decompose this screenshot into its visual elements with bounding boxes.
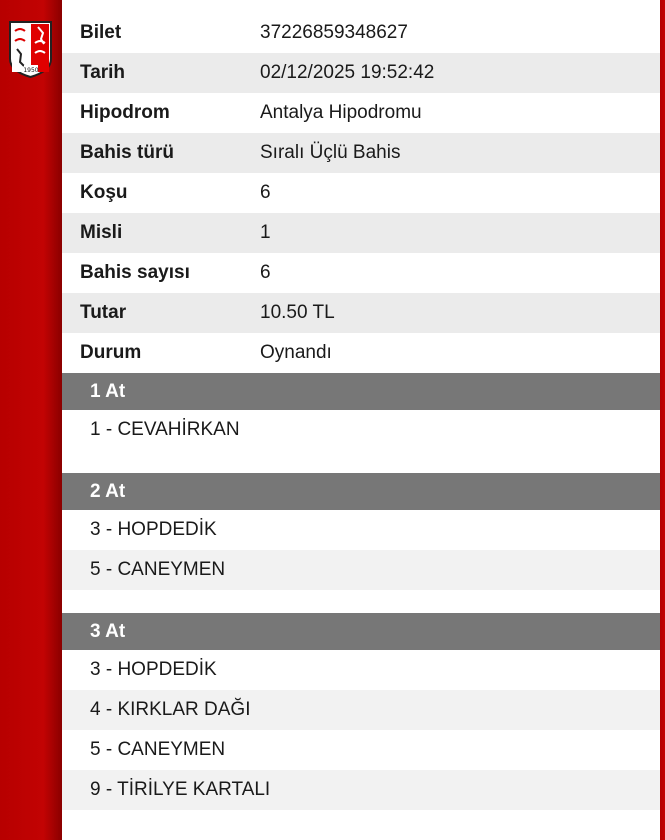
selection-group-header: 2 At xyxy=(62,473,660,510)
detail-label: Bilet xyxy=(80,22,122,43)
detail-row xyxy=(62,253,660,293)
right-edge-strip xyxy=(660,0,665,840)
detail-value: 02/12/2025 19:52:42 xyxy=(260,62,435,83)
detail-label: Tarih xyxy=(80,62,126,83)
detail-row xyxy=(62,333,660,373)
detail-value: 10.50 TL xyxy=(260,302,335,323)
left-brand-strip xyxy=(0,0,62,840)
detail-row xyxy=(62,293,660,333)
detail-value: 37226859348627 xyxy=(260,22,408,43)
detail-label: Tutar xyxy=(80,302,127,323)
detail-value: 6 xyxy=(260,182,271,203)
detail-row xyxy=(62,173,660,213)
detail-label: Bahis sayısı xyxy=(80,262,190,283)
detail-value: Sıralı Üçlü Bahis xyxy=(260,142,401,163)
selection-group-header: 1 At xyxy=(62,373,660,410)
group-spacer xyxy=(62,450,660,473)
ticket-details xyxy=(62,13,660,810)
horse-selection-item: 5 - CANEYMEN xyxy=(62,550,660,590)
detail-label: Bahis türü xyxy=(80,142,174,163)
detail-label: Durum xyxy=(80,342,142,363)
group-spacer xyxy=(62,590,660,613)
detail-value: 6 xyxy=(260,262,271,283)
detail-row xyxy=(62,93,660,133)
selection-group-header: 3 At xyxy=(62,613,660,650)
detail-value: Antalya Hipodromu xyxy=(260,102,422,123)
detail-label: Misli xyxy=(80,222,123,243)
detail-label: Koşu xyxy=(80,182,128,203)
horse-selection-item: 3 - HOPDEDİK xyxy=(90,519,217,540)
horse-selection-item: 3 - HOPDEDİK xyxy=(90,659,217,680)
detail-value: Oynandı xyxy=(260,342,332,363)
detail-row xyxy=(62,13,660,53)
horse-selection-item: 4 - KIRKLAR DAĞI xyxy=(62,690,660,730)
detail-row xyxy=(62,53,660,93)
horse-selection-item: 9 - TİRİLYE KARTALI xyxy=(62,770,660,810)
horse-selection-item: 5 - CANEYMEN xyxy=(90,739,226,760)
detail-value: 1 xyxy=(260,222,271,243)
horse-selection-item: 1 - CEVAHİRKAN xyxy=(90,419,240,440)
detail-label: Hipodrom xyxy=(80,102,170,123)
detail-row xyxy=(62,213,660,253)
club-crest-icon xyxy=(7,19,54,79)
svg-text:1950: 1950 xyxy=(23,67,39,74)
detail-row xyxy=(62,133,660,173)
